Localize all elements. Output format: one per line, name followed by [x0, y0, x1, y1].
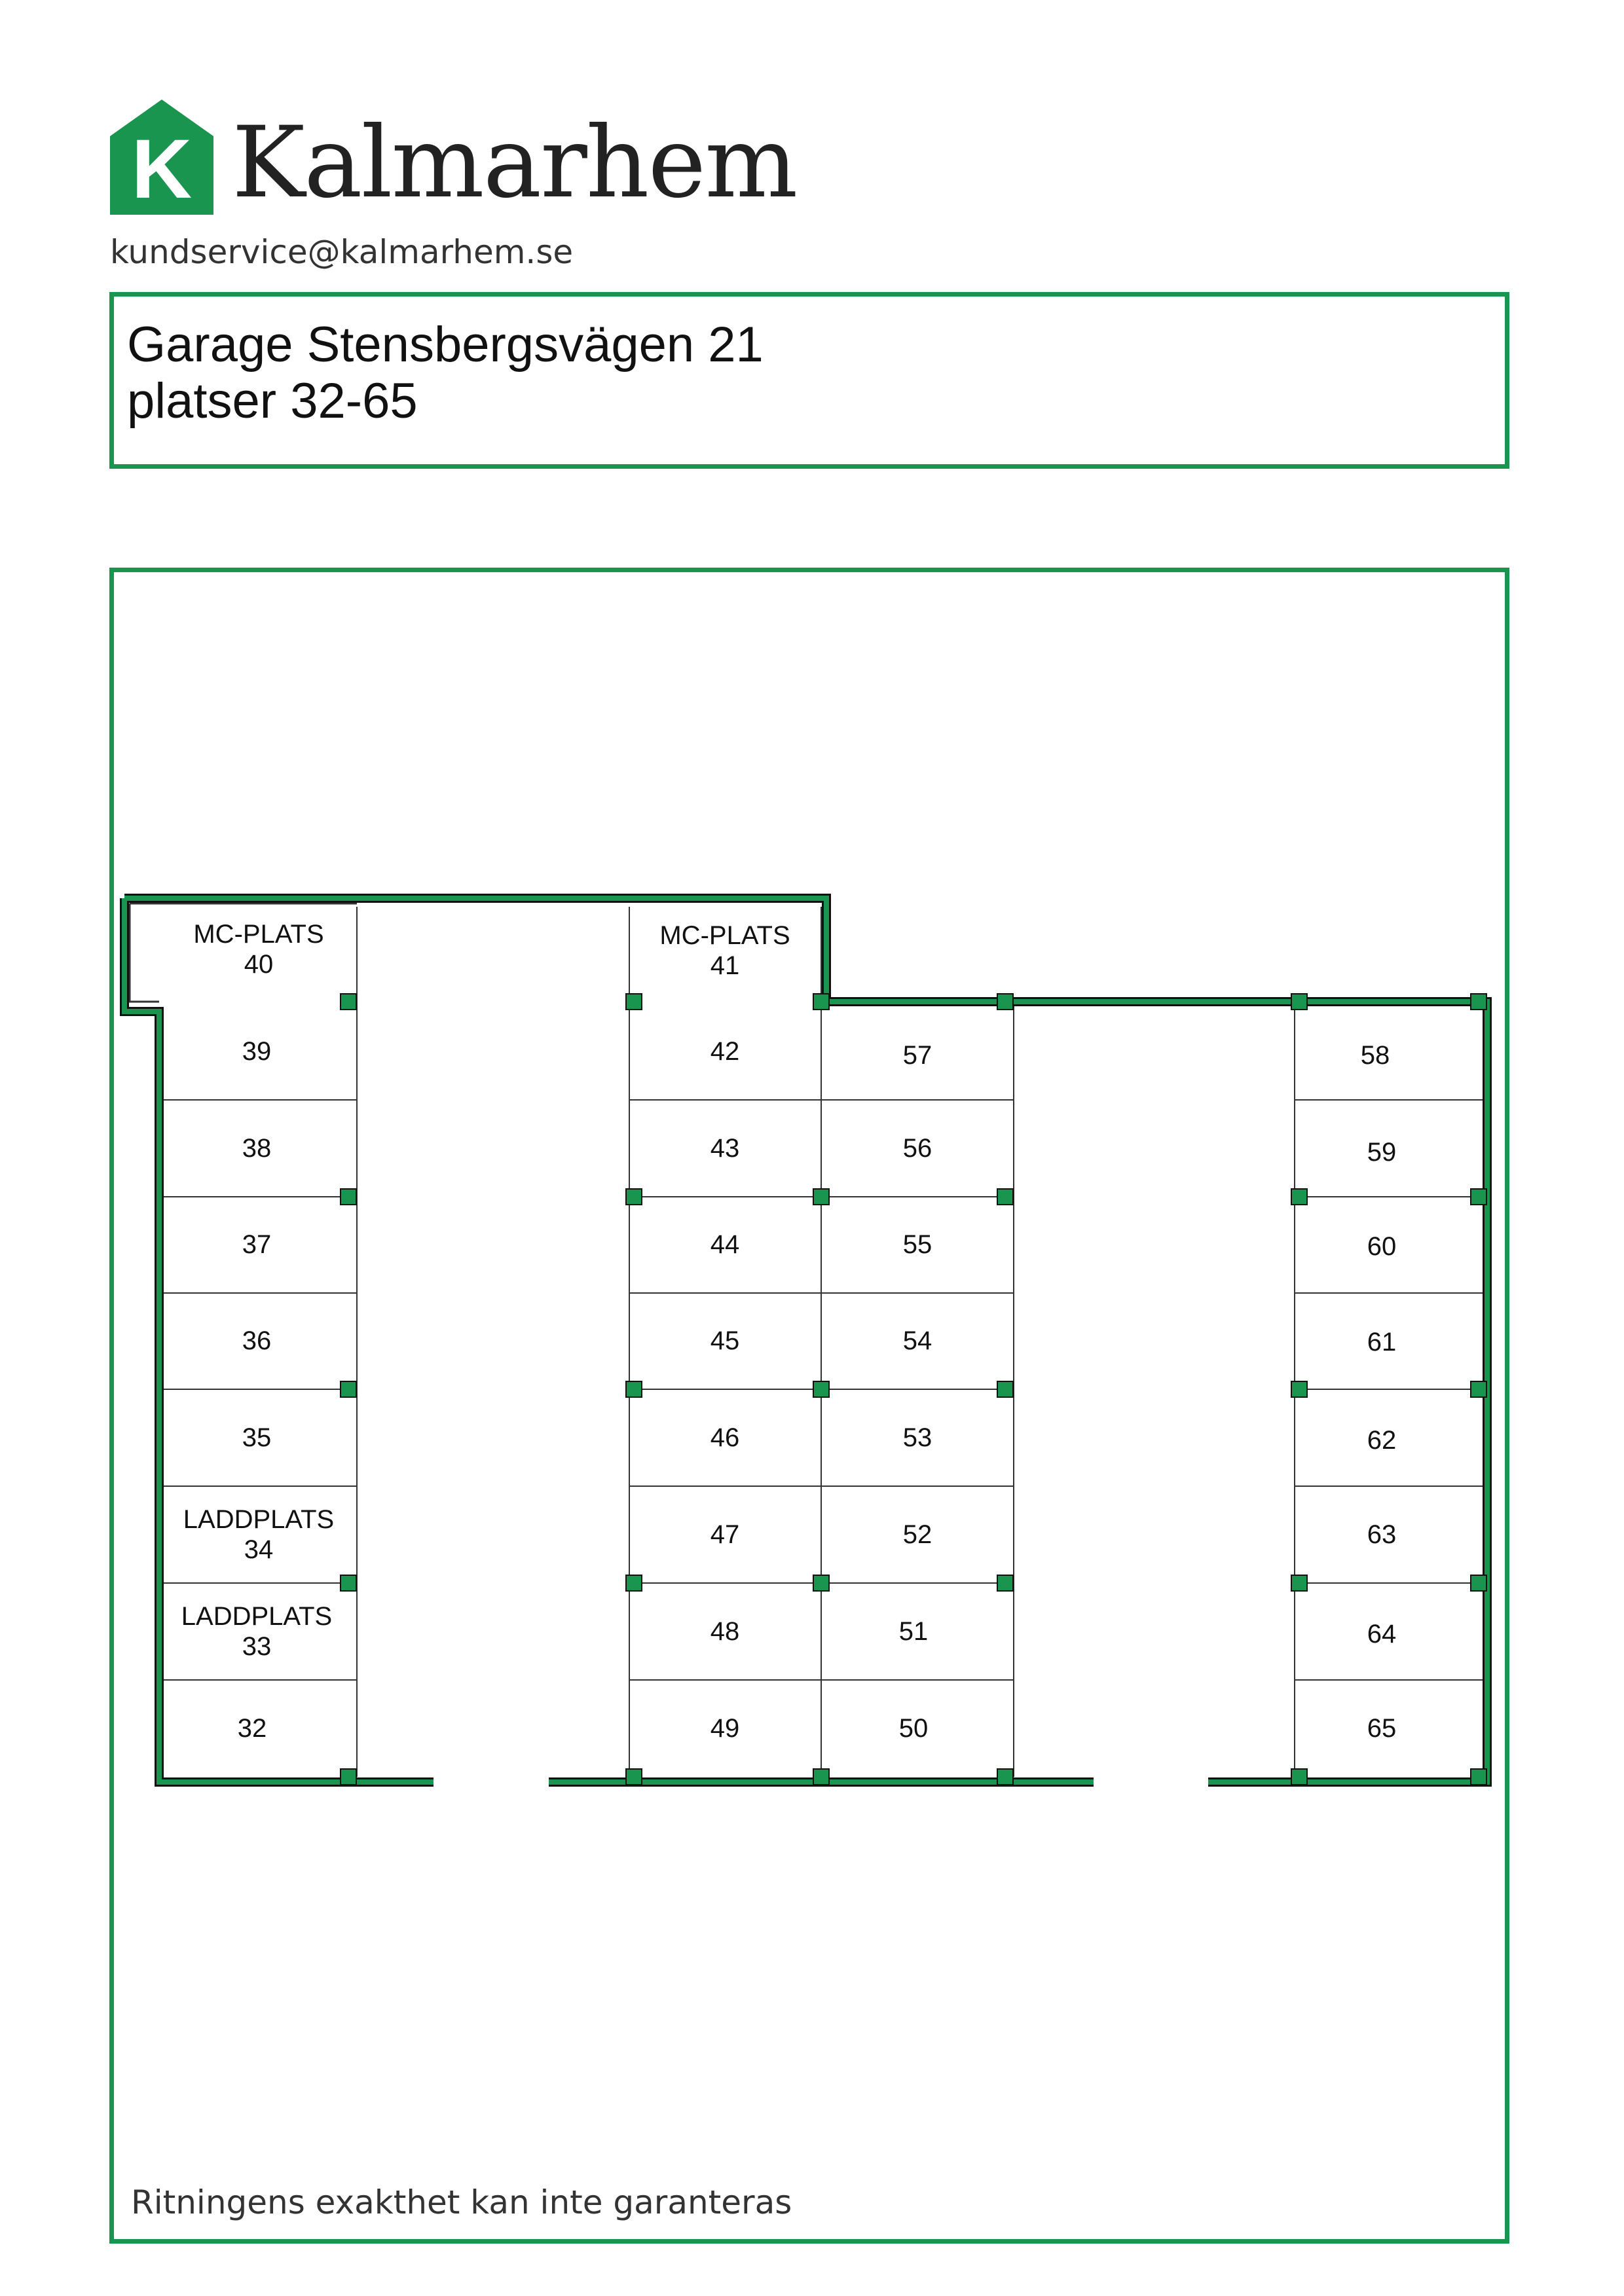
spot-number: 56	[902, 1134, 932, 1163]
page-subtitle: platser 32-65	[127, 373, 418, 429]
parking-spot-60	[1367, 1231, 1397, 1262]
parking-spot-45	[710, 1326, 740, 1356]
pillar	[813, 1189, 829, 1205]
spot-number: 64	[1367, 1620, 1397, 1649]
parking-spot-36	[242, 1326, 272, 1356]
parking-spot-51	[899, 1616, 929, 1647]
pillar	[1291, 994, 1307, 1010]
spot-number: 60	[1367, 1232, 1397, 1261]
pillar	[1471, 1575, 1486, 1591]
pillar	[997, 1381, 1013, 1397]
parking-spot-38	[242, 1133, 272, 1163]
pillar	[1291, 1769, 1307, 1785]
spot-dividers	[130, 903, 1487, 1777]
spot-number: 45	[710, 1326, 740, 1355]
spot-number: 49	[710, 1714, 740, 1743]
spot-number: 65	[1367, 1714, 1397, 1743]
pillar	[997, 1769, 1013, 1785]
parking-spot-41	[659, 920, 790, 981]
pillar	[997, 1189, 1013, 1205]
pillar	[813, 1575, 829, 1591]
spot-number: 37	[242, 1230, 272, 1259]
parking-spot-55	[903, 1230, 932, 1260]
pillar	[997, 994, 1013, 1010]
pillar	[1471, 1189, 1486, 1205]
spot-number: 40	[244, 950, 274, 979]
parking-spot-58	[1361, 1040, 1390, 1070]
spot-number: 58	[1360, 1041, 1390, 1070]
parking-spot-44	[710, 1230, 740, 1260]
pillar	[1471, 994, 1486, 1010]
spot-number: 32	[237, 1714, 267, 1743]
parking-spot-54	[903, 1326, 932, 1356]
parking-spot-57	[903, 1040, 932, 1070]
spot-number: 35	[242, 1423, 272, 1452]
pillar	[813, 994, 829, 1010]
parking-spot-49	[710, 1713, 740, 1743]
parking-spot-37	[242, 1230, 272, 1260]
parking-spot-34	[183, 1504, 334, 1565]
spot-number: 33	[242, 1632, 272, 1661]
parking-spot-43	[710, 1133, 740, 1163]
spot-number: 38	[242, 1134, 272, 1163]
spot-type-label: MC-PLATS	[193, 920, 324, 949]
parking-spot-65	[1367, 1713, 1397, 1743]
spot-number: 57	[902, 1041, 932, 1070]
parking-spot-56	[903, 1133, 932, 1163]
pillar	[341, 1575, 356, 1591]
spot-number: 44	[710, 1230, 740, 1259]
parking-spot-48	[710, 1616, 740, 1647]
parking-spot-39	[242, 1036, 272, 1066]
pillar	[1471, 1769, 1486, 1785]
pillar	[813, 1769, 829, 1785]
parking-spot-46	[710, 1423, 740, 1453]
parking-spot-40	[193, 919, 323, 979]
parking-spot-32	[238, 1713, 267, 1743]
pillar	[626, 1575, 642, 1591]
spot-number: 55	[902, 1230, 932, 1259]
pillar	[1291, 1189, 1307, 1205]
pillar	[1291, 1381, 1307, 1397]
parking-spot-64	[1367, 1619, 1397, 1649]
parking-spot-62	[1367, 1425, 1397, 1455]
parking-spot-63	[1367, 1520, 1397, 1550]
pillar	[341, 1769, 356, 1785]
parking-spot-42	[710, 1036, 740, 1066]
pillar	[813, 1381, 829, 1397]
contact-email[interactable]: kundservice@kalmarhem.se	[110, 233, 574, 271]
pillar	[626, 1381, 642, 1397]
spot-number: 48	[710, 1617, 740, 1646]
pillar	[626, 1769, 642, 1785]
spot-number: 39	[242, 1037, 272, 1066]
spot-number: 42	[710, 1037, 740, 1066]
parking-spot-53	[903, 1423, 932, 1453]
spot-type-label: LADDPLATS	[183, 1505, 335, 1534]
parking-spot-35	[242, 1423, 272, 1453]
pillar	[626, 994, 642, 1010]
spot-number: 47	[710, 1520, 740, 1549]
spot-number: 43	[710, 1134, 740, 1163]
pillar	[341, 1381, 356, 1397]
page-title: Garage Stensbergsvägen 21	[127, 317, 764, 373]
pillar	[1471, 1381, 1486, 1397]
pillar	[997, 1575, 1013, 1591]
pillar	[341, 994, 356, 1010]
spot-number: 41	[710, 951, 740, 980]
pillar	[1291, 1575, 1307, 1591]
spot-number: 59	[1367, 1138, 1397, 1167]
spot-number: 62	[1367, 1426, 1397, 1455]
spot-type-label: LADDPLATS	[181, 1602, 333, 1631]
pillar	[341, 1189, 356, 1205]
parking-spot-52	[903, 1520, 932, 1550]
spot-number: 36	[242, 1326, 272, 1355]
spot-number: 51	[898, 1617, 929, 1646]
parking-spot-59	[1367, 1137, 1397, 1167]
spot-number: 46	[710, 1423, 740, 1452]
logo-letter: K	[131, 122, 193, 215]
disclaimer: Ritningens exakthet kan inte garanteras	[131, 2183, 792, 2221]
parking-spot-50	[899, 1713, 929, 1743]
spot-number: 50	[898, 1714, 929, 1743]
brand-name: Kalmarhem	[232, 106, 797, 220]
parking-spot-33	[181, 1601, 332, 1662]
spot-number: 34	[244, 1535, 274, 1564]
spot-number: 53	[902, 1423, 932, 1452]
spot-type-label: MC-PLATS	[659, 921, 790, 950]
pillar	[626, 1189, 642, 1205]
spot-number: 63	[1367, 1520, 1397, 1549]
parking-spot-61	[1367, 1327, 1397, 1357]
parking-spot-47	[710, 1520, 740, 1550]
spot-number: 52	[902, 1520, 932, 1549]
spot-number: 54	[902, 1326, 932, 1355]
spot-number: 61	[1367, 1328, 1397, 1357]
